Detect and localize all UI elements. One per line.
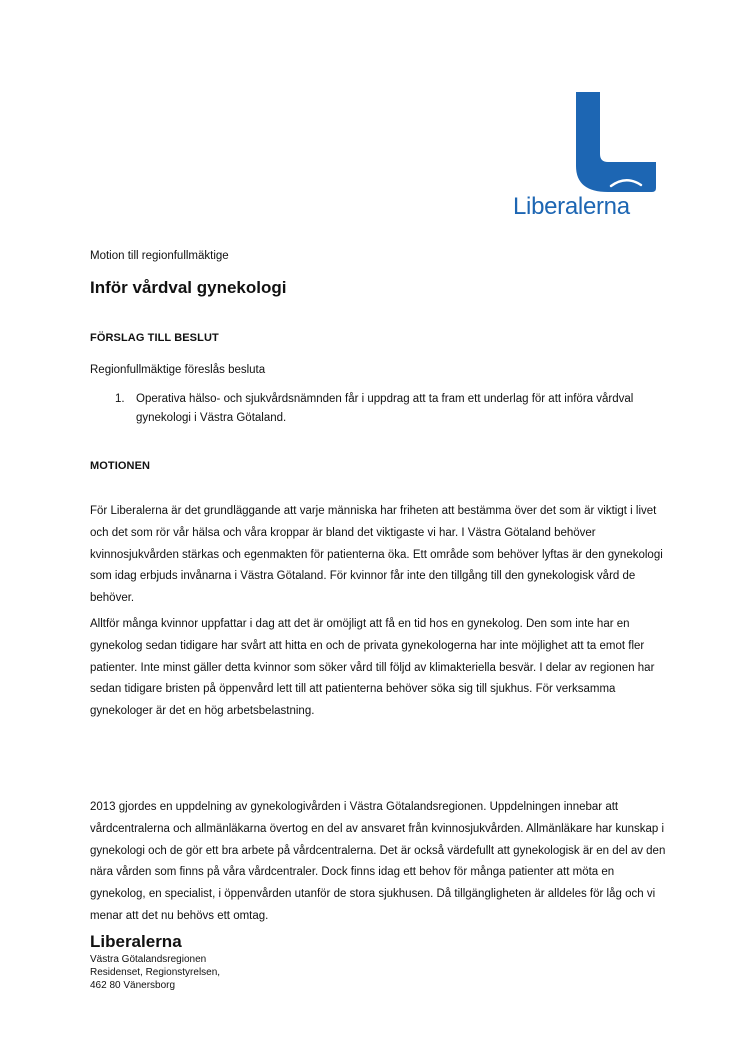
body-paragraph-1: För Liberalerna är det grundläggande att varje människa har friheten att bestämma över det som är viktigt i livet och det som rör vår hälsa och våra kroppar är bland det viktigaste vi har. I Västra Götaland behöver kvinnosjukvården stärkas och egenmakten för patienterna öka. Ett område som behöver lyftas är den gynekologi som idag erbjuds invånarna i Västra Götaland. För kvinnor får inte den tillgång till den gynekologisk vård de behöver. bbox=[90, 505, 663, 605]
document-kind: Motion till regionfullmäktige bbox=[90, 250, 229, 262]
motion-heading: MOTIONEN bbox=[90, 460, 151, 472]
list-item bbox=[90, 390, 666, 428]
footer-address-line: 462 80 Vänersborg bbox=[90, 980, 176, 991]
footer-party-name: Liberalerna bbox=[90, 932, 182, 951]
proposal-text: Operativa hälso- och sjukvårdsnämnden får i uppdrag att ta fram ett underlag för att införa vårdval gynekologi i Västra Götaland. bbox=[136, 393, 634, 424]
liberalerna-l-icon bbox=[510, 92, 660, 192]
body-paragraph-2: Alltför många kvinnor uppfattar i dag att det är omöjligt att få en tid hos en gynekolog. Den som inte har en gynekolog sedan tidigare har svårt att hitta en och de privata gynekologerna har inte möjlighet att ta emot fler patienter. Inte minst gäller detta kvinnor som söker vård till följd av klimakteriella besvär. I delar av regionen har sedan tidigare bristen på öppenvård lett till att patienterna behöver söka sig till sjukhus. För verksamma gynekologer är det en hög arbetsbelastning. bbox=[90, 618, 655, 718]
body-paragraph-3: 2013 gjordes en uppdelning av gynekologivården i Västra Götalandsregionen. Uppdelningen innebar att vårdcentralerna och allmänläkarna övertog en del av ansvaret från kvinnosjukvården. Allmänläkare har kunskap i gynekologi och de gör ett bra arbete på vårdcentralerna. Det är också värdefullt att gynekologisk är en del av den nära vården som finns på våra vårdcentraler. Dock finns idag ett behov för många patienter att möta en gynekolog, en specialist, i öppenvården utanför de stora sjukhusen. Då tillgängligheten är alldeles för låg och vi menar att det nu behövs ett omtag. bbox=[90, 801, 666, 922]
proposal-intro: Regionfullmäktige föreslås besluta bbox=[90, 364, 266, 376]
footer-address-line: Västra Götalandsregionen bbox=[90, 954, 207, 965]
proposal-list bbox=[90, 390, 670, 428]
logo-wordmark: Liberalerna bbox=[513, 193, 630, 220]
page-title: Inför vårdval gynekologi bbox=[90, 278, 287, 297]
proposal-heading: FÖRSLAG TILL BESLUT bbox=[90, 332, 219, 344]
party-logo bbox=[510, 92, 660, 222]
proposal-number: 1. bbox=[115, 393, 125, 405]
footer-address-line: Residenset, Regionstyrelsen, bbox=[90, 967, 221, 978]
